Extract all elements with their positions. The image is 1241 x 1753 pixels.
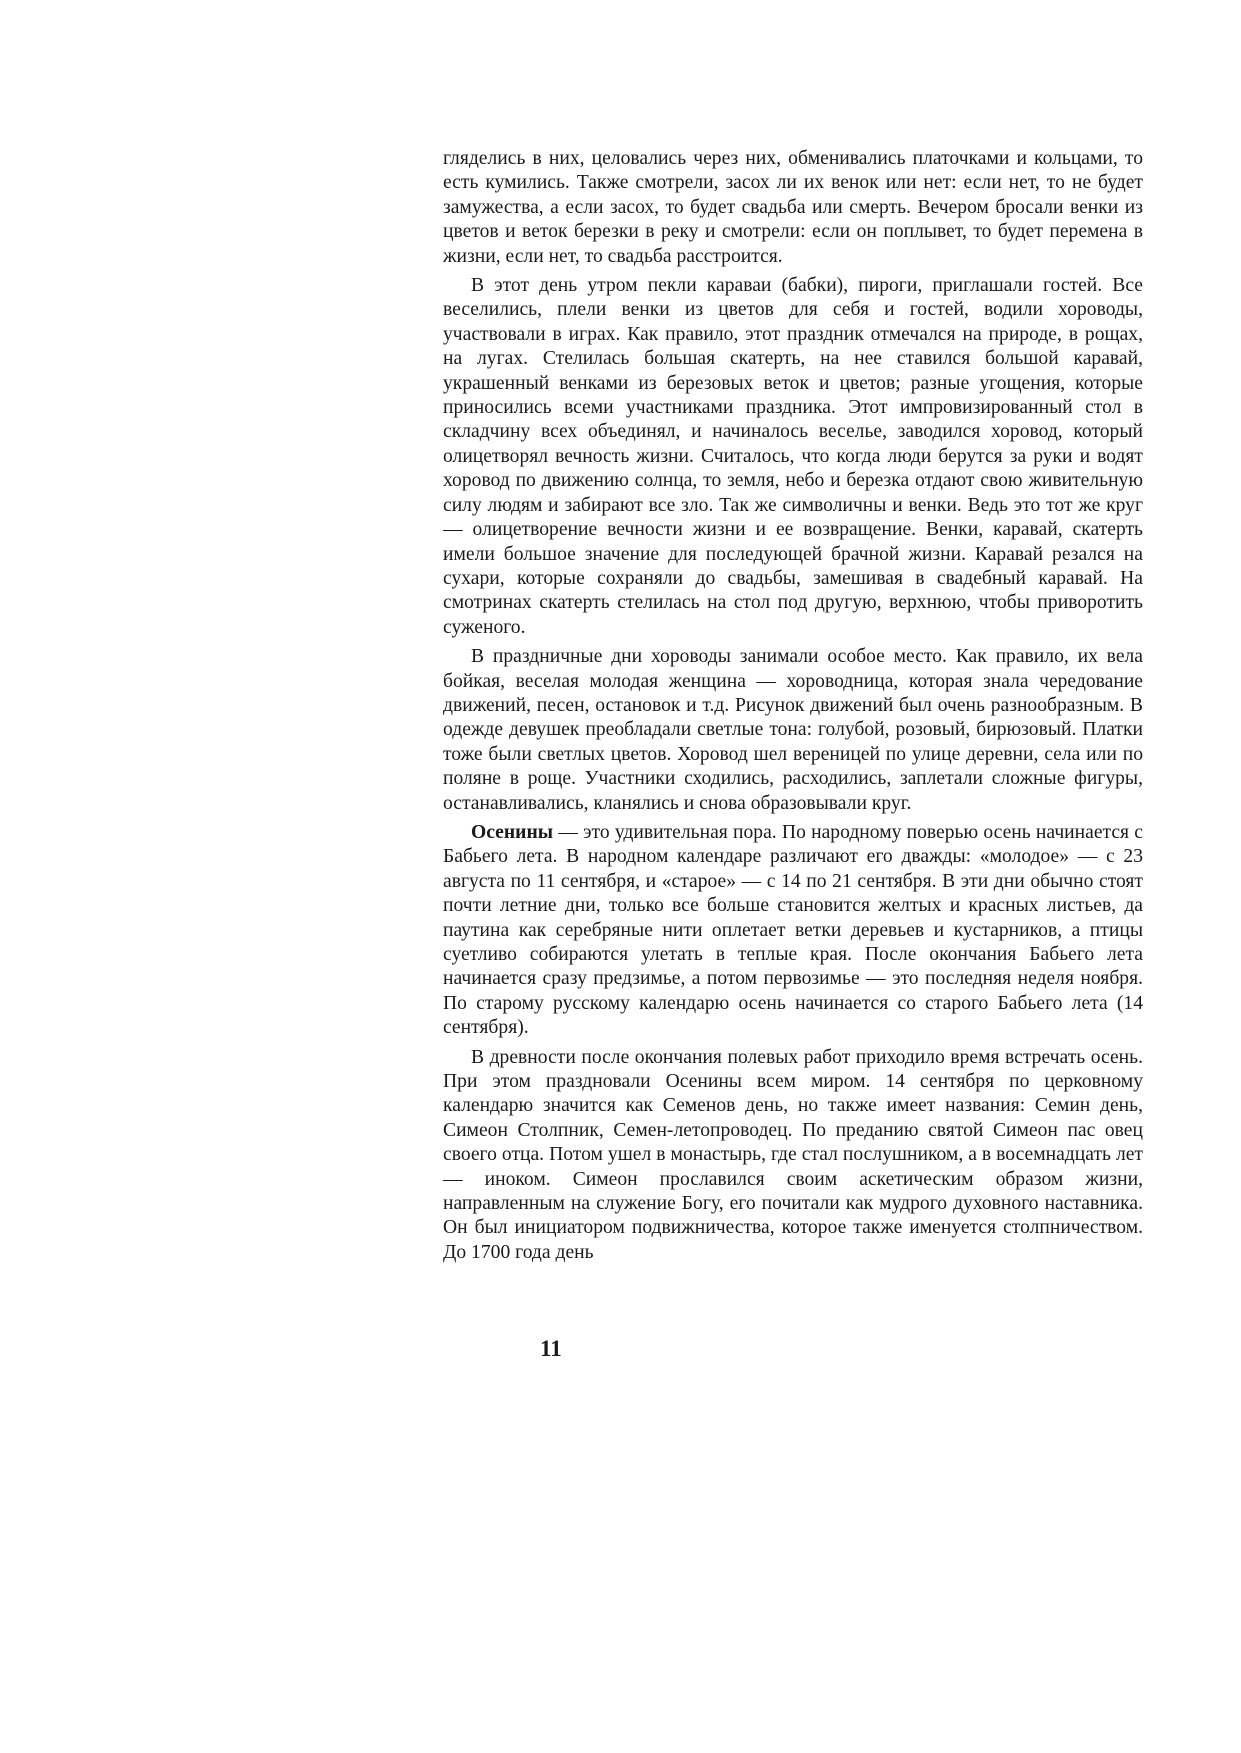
paragraph-text: В древности после окончания полевых работ приходило время встречать осень. При этом праздновали Осенины всем миром. 14 сентября по церковному календарю значится как Семенов день, но также имеет названия: Семин день, Симеон Столпник, Семен-летопроводец. По преданию святой Симеон пас овец своего отца. Потом ушел в монастырь, где стал послушником, а в восемнадцать лет — иноком. Симеон прославился своим аскетическим образом жизни, направленным на служение Богу, его почитали как мудрого духовного наставника. Он был инициатором подвижничества, которое также именуется столпничеством. До 1700 года день — [443, 1046, 1143, 1263]
paragraph — [443, 147, 1143, 269]
term-heading: Осенины — [471, 821, 554, 843]
paragraph — [443, 821, 1143, 1041]
paragraph-text: — это удивительная пора. По народному поверью осень начинается с Бабьего лета. В народном календаре различают его дважды: «молодое» — с 23 августа по 11 сентября, и «старое» — с 14 по 21 сентября. В эти дни обычно стоят почти летние дни, только все больше становится желтых и красных листьев, да паутина как серебряные нити оплетает ветки деревьев и кустарников, а птицы суетливо собираются улетать в теплые края. После окончания Бабьего лета начинается сразу предзимье, а потом первозимье — это последняя неделя ноября. По старому русскому календарю осень начинается со старого Бабьего лета (14 сентября). — [443, 821, 1143, 1039]
paragraph-text: В праздничные дни хороводы занимали особое место. Как правило, их вела бойкая, веселая молодая женщина — хороводница, которая знала чередование движений, песен, остановок и т.д. Рисунок движений был очень разнообразным. В одежде девушек преобладали светлые тона: голубой, розовый, бирюзовый. Платки тоже были светлых цветов. Хоровод шел вереницей по улице деревни, села или по поляне в роще. Участники сходились, расходились, заплетали сложные фигуры, останавливались, кланялись и снова образовывали круг. — [443, 646, 1143, 814]
paragraph-text: В этот день утром пекли караваи (бабки), пироги, приглашали гостей. Все веселились, плели венки из цветов для себя и гостей, водили хороводы, участвовали в играх. Как правило, этот праздник отмечался на природе, в рощах, на лугах. Стелилась большая скатерть, на нее ставился большой каравай, украшенный венками из березовых веток и цветов; разные угощения, которые приносились всеми участниками праздника. Этот импровизированный стол в складчину всех объединял, и начиналось веселье, заводился хоровод, который олицетворял вечность жизни. Считалось, что когда люди берутся за руки и водят хоровод по движению солнца, то земля, небо и березка отдают свою живительную силу людям и забирают все зло. Так же символичны и венки. Ведь это тот же круг — олицетворение вечности жизни и ее возвращение. Венки, каравай, скатерть имели большое значение для последующей брачной жизни. Каравай резался на сухари, которые сохраняли до свадьбы, замешивая в свадебный каравай. На смотринах скатерть стелилась на стол под другую, верхнюю, чтобы приворотить суженого. — [443, 275, 1143, 638]
paragraph — [443, 274, 1143, 640]
paragraph — [443, 1046, 1143, 1266]
page-number: 11 — [540, 1336, 562, 1361]
paragraph — [443, 645, 1143, 816]
paragraph-text: гляделись в них, целовались через них, обменивались платочками и кольцами, то есть кумились. Также смотрели, засох ли их венок или нет: если нет, то не будет замужества, а если засох, то будет свадьба или смерть. Вечером бросали венки из цветов и веток березки в реку и смотрели: если он поплывет, то будет перемена в жизни, если нет, то свадьба расстроится. — [443, 148, 1143, 267]
body-text — [443, 147, 1143, 1270]
